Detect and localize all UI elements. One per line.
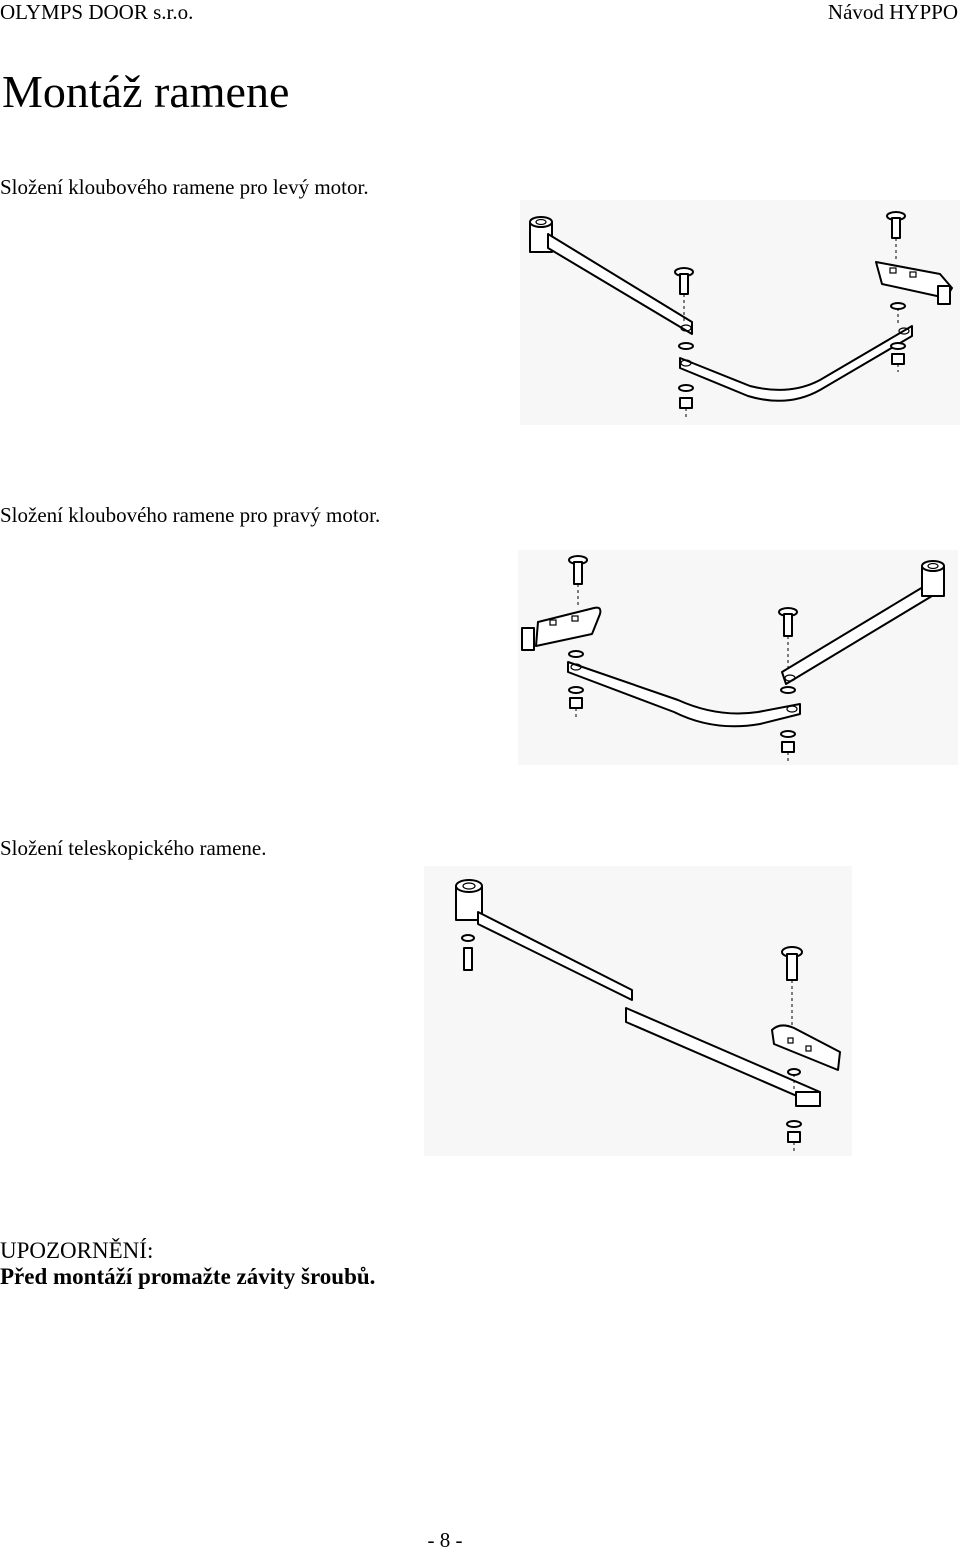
header-document-name: Návod HYPPO [827, 0, 958, 24]
warning-text: Před montáží promažte závity šroubů. [0, 1264, 376, 1289]
page-number: - 8 - [427, 1528, 463, 1552]
warning-title: UPOZORNĚNÍ: [0, 1238, 154, 1263]
left-motor-arm-diagram [520, 200, 960, 425]
page-title: Montáž ramene [2, 66, 290, 117]
caption-telescopic: Složení teleskopického ramene. [0, 836, 267, 860]
telescopic-arm-diagram [424, 866, 852, 1156]
caption-left-motor: Složení kloubového ramene pro levý motor. [0, 175, 369, 199]
right-motor-arm-diagram [518, 550, 958, 765]
header-company: OLYMPS DOOR s.r.o. [0, 0, 194, 24]
caption-right-motor: Složení kloubového ramene pro pravý motor. [0, 503, 381, 527]
